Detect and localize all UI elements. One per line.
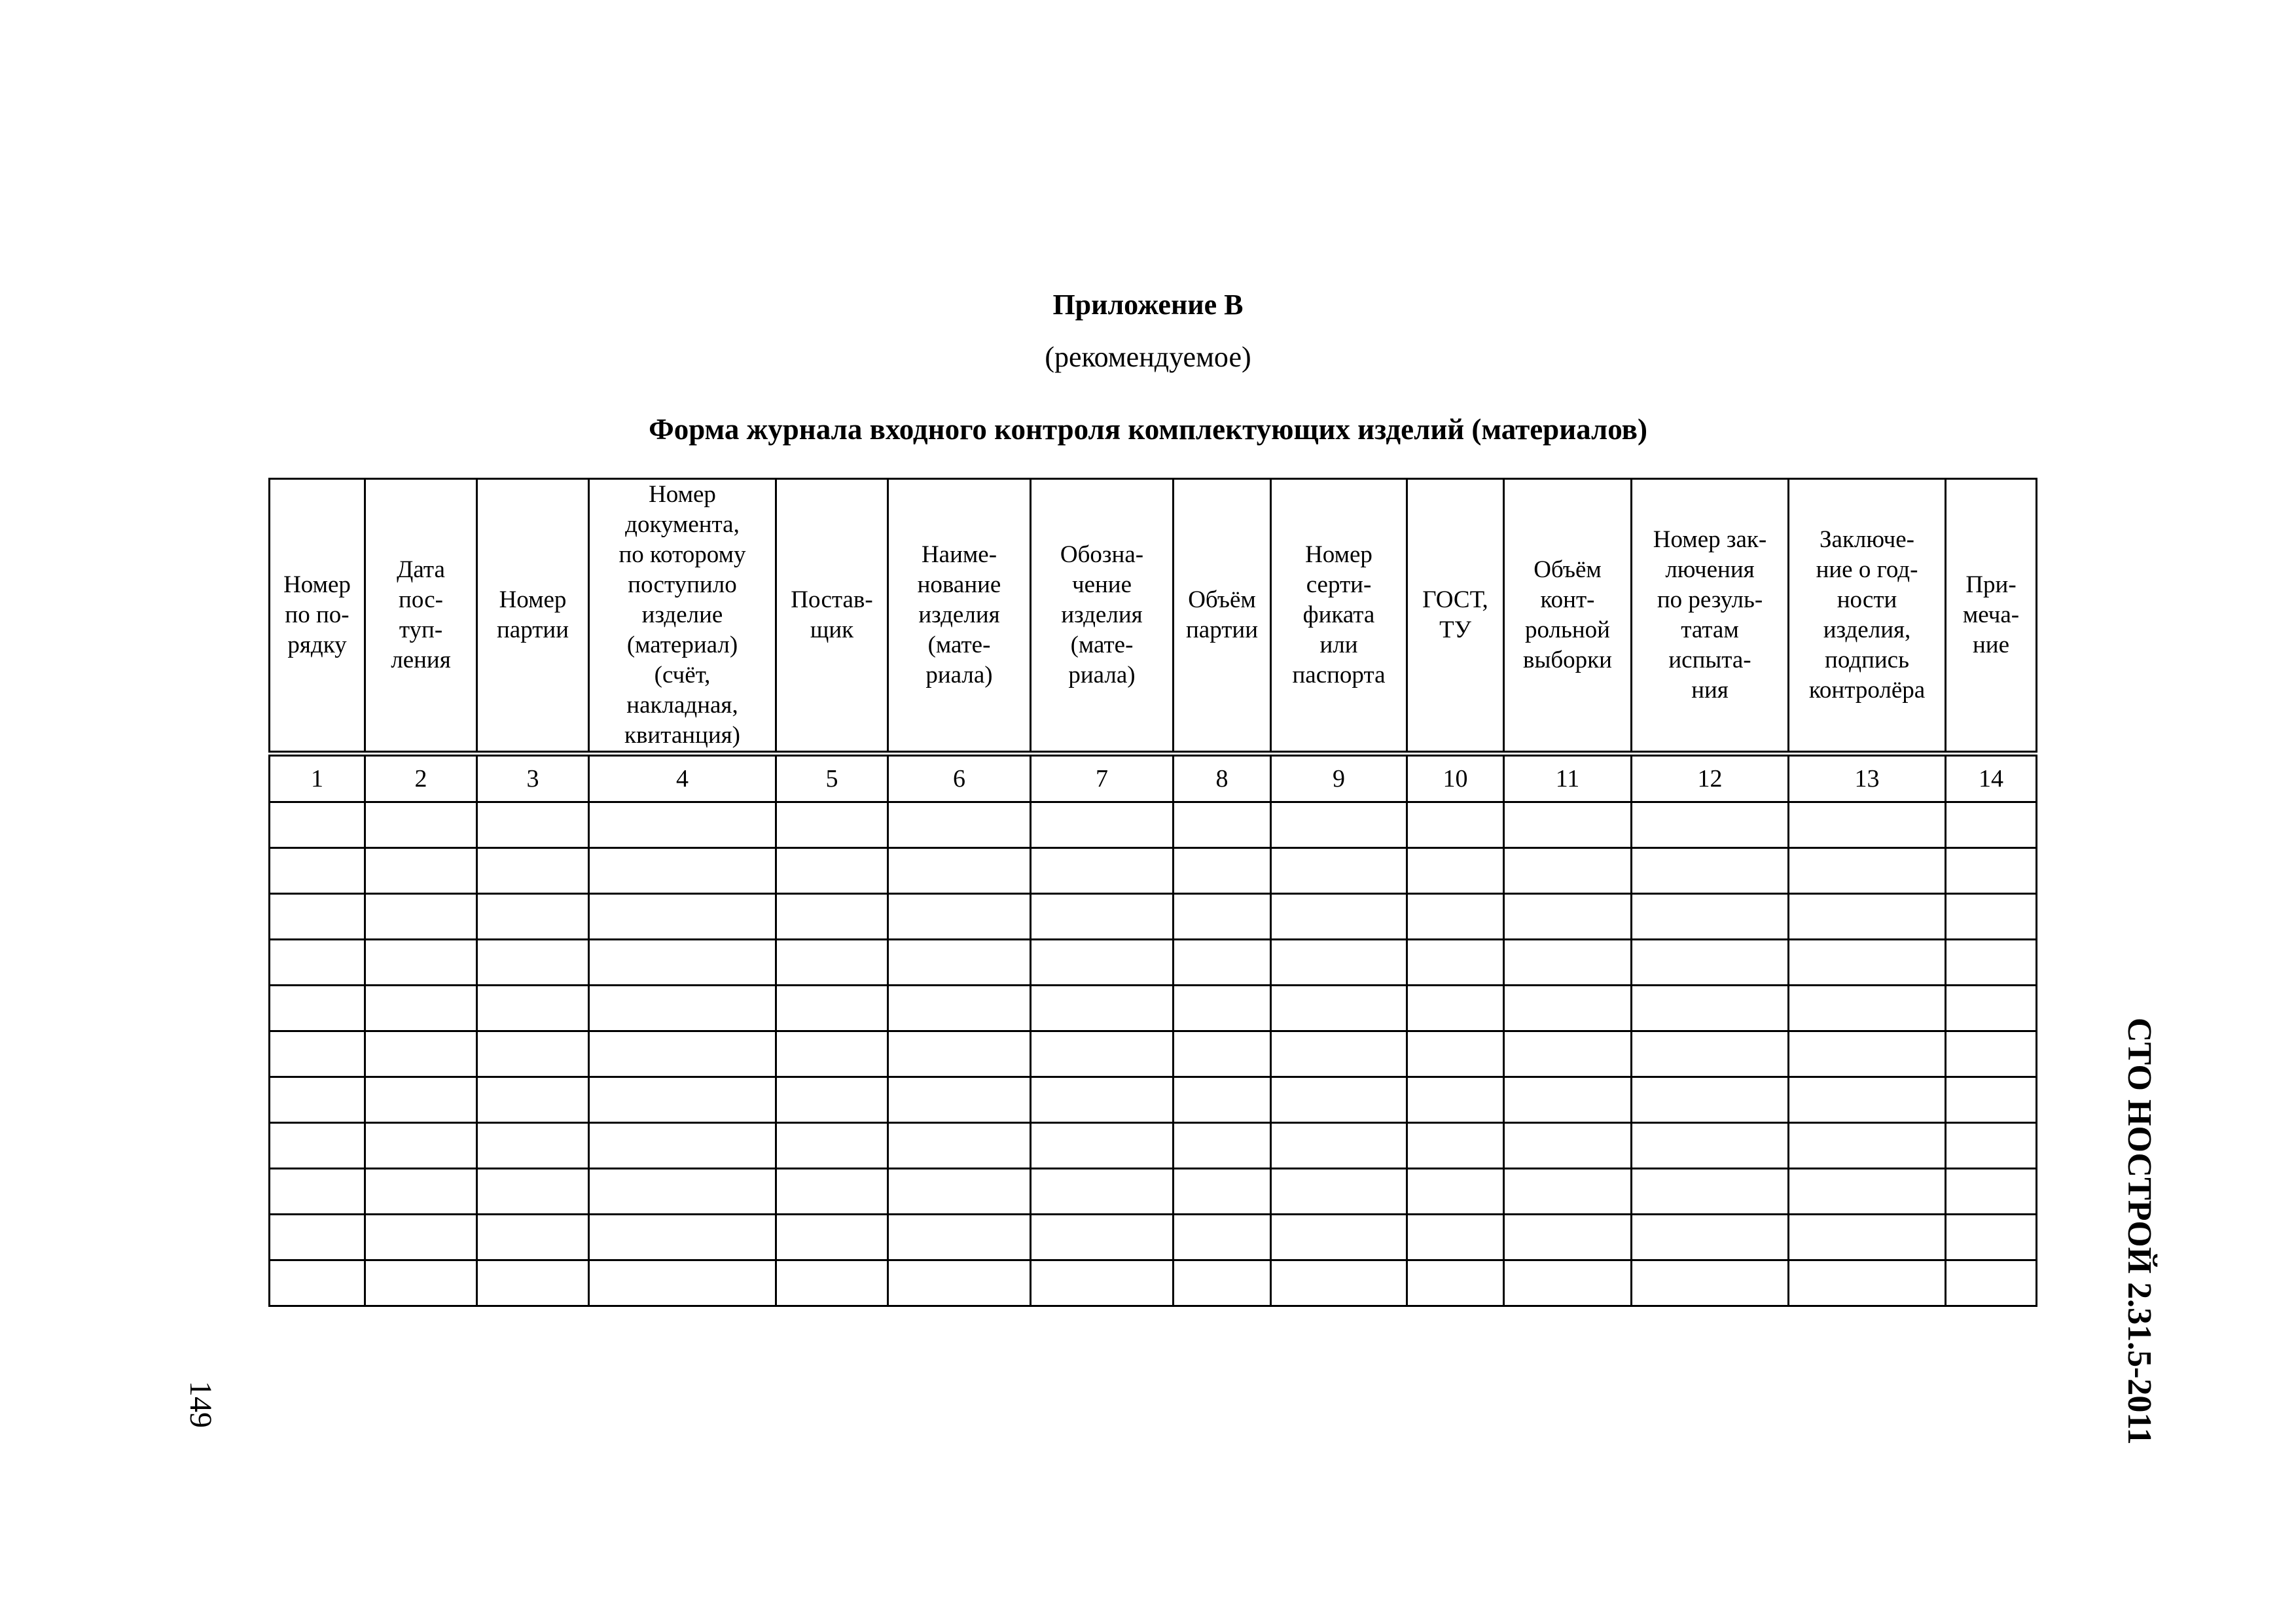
table-cell[interactable] xyxy=(888,1260,1031,1306)
column-number: 6 xyxy=(888,754,1031,802)
table-cell[interactable] xyxy=(888,848,1031,894)
column-header: Дата пос- туп- ления xyxy=(365,479,477,754)
table-cell[interactable] xyxy=(776,1031,888,1077)
table-cell[interactable] xyxy=(1174,1169,1271,1215)
table-cell[interactable] xyxy=(1174,1077,1271,1123)
table-cell[interactable] xyxy=(270,1031,365,1077)
table-cell[interactable] xyxy=(1632,986,1789,1031)
table-cell[interactable] xyxy=(270,1123,365,1169)
table-cell[interactable] xyxy=(1271,1169,1407,1215)
table-cell[interactable] xyxy=(1407,1123,1504,1169)
table-cell[interactable] xyxy=(477,940,589,986)
table-cell[interactable] xyxy=(1174,986,1271,1031)
table-cell[interactable] xyxy=(270,1260,365,1306)
table-cell[interactable] xyxy=(1031,1123,1174,1169)
column-header: Заключе- ние о год- ности изделия, подпись контролёра xyxy=(1789,479,1946,754)
table-cell[interactable] xyxy=(888,1123,1031,1169)
column-header: При- меча- ние xyxy=(1946,479,2037,754)
table-row xyxy=(270,894,2037,940)
table-cell[interactable] xyxy=(589,1123,776,1169)
table-cell[interactable] xyxy=(1946,986,2037,1031)
table-cell[interactable] xyxy=(1946,1215,2037,1260)
table-cell[interactable] xyxy=(589,894,776,940)
table-cell[interactable] xyxy=(1789,894,1946,940)
table-cell[interactable] xyxy=(1407,1077,1504,1123)
table-cell[interactable] xyxy=(477,1031,589,1077)
table-row xyxy=(270,1260,2037,1306)
column-header: Номер серти- фиката или паспорта xyxy=(1271,479,1407,754)
table-cell[interactable] xyxy=(1789,940,1946,986)
table-cell[interactable] xyxy=(1504,1169,1632,1215)
table-cell[interactable] xyxy=(776,1260,888,1306)
column-number-row xyxy=(270,754,2037,802)
table-cell[interactable] xyxy=(1632,940,1789,986)
table-cell[interactable] xyxy=(888,940,1031,986)
appendix-title: Приложение В xyxy=(1052,289,1244,321)
page-number: 149 xyxy=(183,1381,218,1428)
table-row xyxy=(270,1169,2037,1215)
table-cell[interactable] xyxy=(888,1169,1031,1215)
table-cell[interactable] xyxy=(1174,940,1271,986)
column-number: 3 xyxy=(477,754,589,802)
table-cell[interactable] xyxy=(1504,1215,1632,1260)
table-cell[interactable] xyxy=(1031,1169,1174,1215)
column-number: 5 xyxy=(776,754,888,802)
column-header: Номер по по- рядку xyxy=(270,479,365,754)
table-cell[interactable] xyxy=(1031,1031,1174,1077)
table-cell[interactable] xyxy=(1946,848,2037,894)
table-cell[interactable] xyxy=(776,894,888,940)
table-cell[interactable] xyxy=(589,1031,776,1077)
table-cell[interactable] xyxy=(888,894,1031,940)
table-cell[interactable] xyxy=(1407,1031,1504,1077)
table-cell[interactable] xyxy=(1407,1215,1504,1260)
table-cell[interactable] xyxy=(776,1215,888,1260)
table-cell[interactable] xyxy=(776,1169,888,1215)
table-cell[interactable] xyxy=(270,802,365,848)
table-cell[interactable] xyxy=(1946,1169,2037,1215)
table-cell[interactable] xyxy=(589,802,776,848)
table-cell[interactable] xyxy=(1271,802,1407,848)
table-cell[interactable] xyxy=(1946,940,2037,986)
column-header: Объём партии xyxy=(1174,479,1271,754)
table-cell[interactable] xyxy=(1504,940,1632,986)
table-cell[interactable] xyxy=(1174,1031,1271,1077)
table-cell[interactable] xyxy=(776,1123,888,1169)
table-cell[interactable] xyxy=(1031,848,1174,894)
table-row xyxy=(270,1031,2037,1077)
column-number: 8 xyxy=(1174,754,1271,802)
table-cell[interactable] xyxy=(1271,986,1407,1031)
table-cell[interactable] xyxy=(888,986,1031,1031)
table-cell[interactable] xyxy=(1789,1031,1946,1077)
table-cell[interactable] xyxy=(1174,848,1271,894)
table-cell[interactable] xyxy=(1946,802,2037,848)
table-cell[interactable] xyxy=(888,1031,1031,1077)
table-cell[interactable] xyxy=(1407,894,1504,940)
column-number: 13 xyxy=(1789,754,1946,802)
column-header: Номер зак- лючения по резуль- татам испыта- ния xyxy=(1632,479,1789,754)
table-cell[interactable] xyxy=(1407,848,1504,894)
column-number: 7 xyxy=(1031,754,1174,802)
table-cell[interactable] xyxy=(1174,894,1271,940)
table-cell[interactable] xyxy=(1407,986,1504,1031)
table-cell[interactable] xyxy=(477,802,589,848)
table-cell[interactable] xyxy=(477,848,589,894)
column-number: 12 xyxy=(1632,754,1789,802)
table-cell[interactable] xyxy=(1271,1031,1407,1077)
table-cell[interactable] xyxy=(1946,1123,2037,1169)
table-cell[interactable] xyxy=(1789,1169,1946,1215)
table-cell[interactable] xyxy=(589,848,776,894)
column-number: 10 xyxy=(1407,754,1504,802)
table-cell[interactable] xyxy=(365,1031,477,1077)
appendix-subtitle: (рекомендуемое) xyxy=(1045,341,1251,373)
table-cell[interactable] xyxy=(1407,1169,1504,1215)
table-cell[interactable] xyxy=(776,802,888,848)
table-cell[interactable] xyxy=(1789,1260,1946,1306)
table-cell[interactable] xyxy=(1632,894,1789,940)
table-cell[interactable] xyxy=(365,1077,477,1123)
table-row xyxy=(270,986,2037,1031)
table-cell[interactable] xyxy=(477,1260,589,1306)
table-cell[interactable] xyxy=(1632,848,1789,894)
table-cell[interactable] xyxy=(1946,1031,2037,1077)
table-cell[interactable] xyxy=(888,802,1031,848)
table-cell[interactable] xyxy=(1946,1077,2037,1123)
table-cell[interactable] xyxy=(1504,894,1632,940)
table-cell[interactable] xyxy=(1407,940,1504,986)
table-cell[interactable] xyxy=(1632,1215,1789,1260)
document-designation: СТО НОСТРОЙ 2.31.5-2011 xyxy=(2121,1018,2158,1445)
table-cell[interactable] xyxy=(1174,1215,1271,1260)
table-cell[interactable] xyxy=(776,848,888,894)
column-header: Наиме- нование изделия (мате- риала) xyxy=(888,479,1031,754)
table-cell[interactable] xyxy=(477,1123,589,1169)
table-cell[interactable] xyxy=(1632,1031,1789,1077)
table-cell[interactable] xyxy=(1031,986,1174,1031)
table-cell[interactable] xyxy=(365,848,477,894)
table-cell[interactable] xyxy=(365,1123,477,1169)
table-row xyxy=(270,1077,2037,1123)
table-cell[interactable] xyxy=(365,894,477,940)
table-cell[interactable] xyxy=(1174,1123,1271,1169)
journal-table xyxy=(268,478,2037,1307)
table-row xyxy=(270,848,2037,894)
table-cell[interactable] xyxy=(270,1169,365,1215)
form-title: Форма журнала входного контроля комплектующих изделий (материалов) xyxy=(649,413,1647,446)
table-row xyxy=(270,802,2037,848)
table-cell[interactable] xyxy=(1504,1077,1632,1123)
table-row xyxy=(270,1215,2037,1260)
table-cell[interactable] xyxy=(1271,1123,1407,1169)
table-cell[interactable] xyxy=(1632,1077,1789,1123)
table-cell[interactable] xyxy=(1504,986,1632,1031)
column-header: Объём конт- рольной выборки xyxy=(1504,479,1632,754)
table-row xyxy=(270,940,2037,986)
table-row xyxy=(270,1123,2037,1169)
column-number: 14 xyxy=(1946,754,2037,802)
table-cell[interactable] xyxy=(1271,940,1407,986)
table-cell[interactable] xyxy=(1789,1123,1946,1169)
table-cell[interactable] xyxy=(1504,1123,1632,1169)
table-cell[interactable] xyxy=(1632,802,1789,848)
table-cell[interactable] xyxy=(1031,940,1174,986)
table-cell[interactable] xyxy=(589,1077,776,1123)
column-header: Номер партии xyxy=(477,479,589,754)
table-cell[interactable] xyxy=(776,940,888,986)
table-cell[interactable] xyxy=(589,1215,776,1260)
table-cell[interactable] xyxy=(270,1077,365,1123)
table-cell[interactable] xyxy=(1789,1077,1946,1123)
column-header: Постав- щик xyxy=(776,479,888,754)
table-cell[interactable] xyxy=(1504,1031,1632,1077)
column-number: 2 xyxy=(365,754,477,802)
table-cell[interactable] xyxy=(1174,1260,1271,1306)
table-cell[interactable] xyxy=(1174,802,1271,848)
table-cell[interactable] xyxy=(1789,802,1946,848)
table-cell[interactable] xyxy=(1504,848,1632,894)
column-number: 11 xyxy=(1504,754,1632,802)
table-cell[interactable] xyxy=(1031,802,1174,848)
table-cell[interactable] xyxy=(1632,1169,1789,1215)
table-cell[interactable] xyxy=(270,848,365,894)
table-cell[interactable] xyxy=(1031,894,1174,940)
table-cell[interactable] xyxy=(1271,894,1407,940)
table-cell[interactable] xyxy=(477,1169,589,1215)
column-header: Номер документа, по которому поступило изделие (материал) (счёт, накладная, квитанция) xyxy=(589,479,776,754)
table-cell[interactable] xyxy=(270,1215,365,1260)
table-cell[interactable] xyxy=(1271,1215,1407,1260)
table-cell[interactable] xyxy=(1031,1215,1174,1260)
table-cell[interactable] xyxy=(589,1169,776,1215)
table-cell[interactable] xyxy=(776,986,888,1031)
table-cell[interactable] xyxy=(365,1215,477,1260)
table-cell[interactable] xyxy=(1271,848,1407,894)
table-cell[interactable] xyxy=(776,1077,888,1123)
table-cell[interactable] xyxy=(1504,802,1632,848)
column-number: 9 xyxy=(1271,754,1407,802)
table-cell[interactable] xyxy=(365,1260,477,1306)
table-cell[interactable] xyxy=(1031,1077,1174,1123)
table-cell[interactable] xyxy=(1407,802,1504,848)
table-cell[interactable] xyxy=(1632,1260,1789,1306)
table-cell[interactable] xyxy=(1504,1260,1632,1306)
table-cell[interactable] xyxy=(477,986,589,1031)
table-cell[interactable] xyxy=(1632,1123,1789,1169)
table-cell[interactable] xyxy=(365,940,477,986)
table-cell[interactable] xyxy=(1789,848,1946,894)
table-cell[interactable] xyxy=(589,1260,776,1306)
table-cell[interactable] xyxy=(1271,1260,1407,1306)
table-cell[interactable] xyxy=(477,1077,589,1123)
table-cell[interactable] xyxy=(365,1169,477,1215)
table-cell[interactable] xyxy=(589,986,776,1031)
column-number: 4 xyxy=(589,754,776,802)
table-cell[interactable] xyxy=(477,1215,589,1260)
table-cell[interactable] xyxy=(1789,986,1946,1031)
table-cell[interactable] xyxy=(1789,1215,1946,1260)
table-cell[interactable] xyxy=(888,1215,1031,1260)
table-cell[interactable] xyxy=(365,986,477,1031)
table-cell[interactable] xyxy=(270,986,365,1031)
table-cell[interactable] xyxy=(1031,1260,1174,1306)
column-header: ГОСТ, ТУ xyxy=(1407,479,1504,754)
table-cell[interactable] xyxy=(365,802,477,848)
table-cell[interactable] xyxy=(1407,1260,1504,1306)
table-cell[interactable] xyxy=(270,940,365,986)
table-cell[interactable] xyxy=(888,1077,1031,1123)
table-cell[interactable] xyxy=(1946,894,2037,940)
table-cell[interactable] xyxy=(1271,1077,1407,1123)
table-cell[interactable] xyxy=(477,894,589,940)
table-cell[interactable] xyxy=(1946,1260,2037,1306)
column-header: Обозна- чение изделия (мате- риала) xyxy=(1031,479,1174,754)
table-cell[interactable] xyxy=(589,940,776,986)
table-header-row xyxy=(270,479,2037,754)
column-number: 1 xyxy=(270,754,365,802)
table-cell[interactable] xyxy=(270,894,365,940)
